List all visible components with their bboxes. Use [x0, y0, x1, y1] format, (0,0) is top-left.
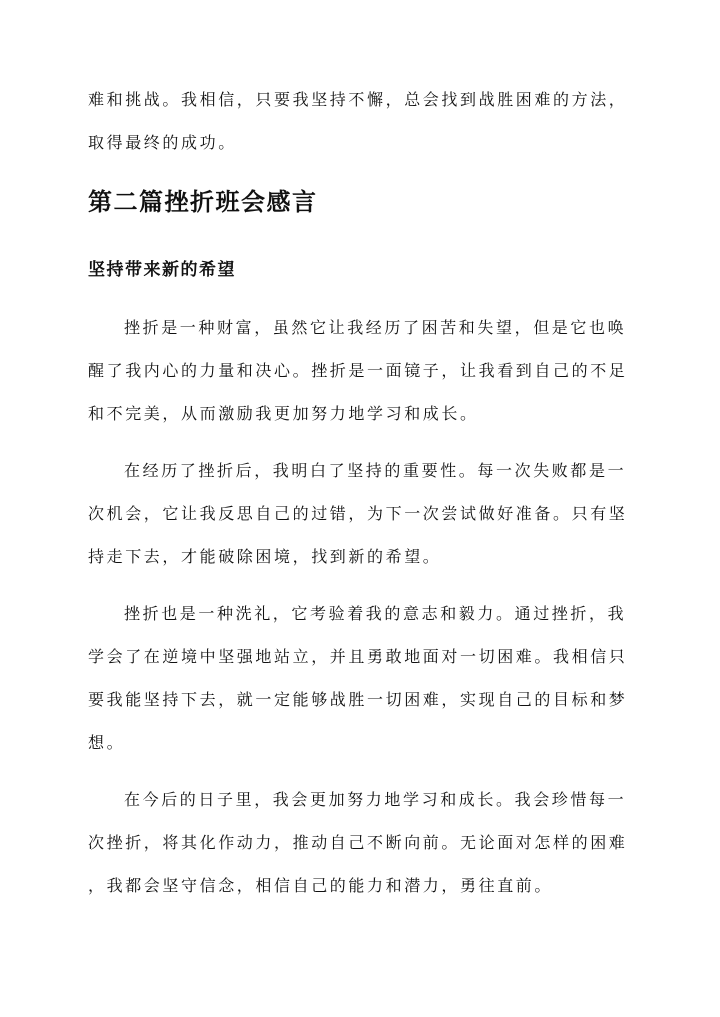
paragraph-line: 次挫折，将其化作动力，推动自己不断向前。无论面对怎样的困难: [88, 833, 628, 852]
paragraph-line: 次机会，它让我反思自己的过错，为下一次尝试做好准备。只有坚: [88, 504, 628, 523]
paragraph-line: 挫折也是一种洗礼，它考验着我的意志和毅力。通过挫折，我: [124, 604, 627, 623]
intro-line: 难和挑战。我相信，只要我坚持不懈，总会找到战胜困难的方法，: [88, 90, 628, 109]
paragraph-line: 挫折是一种财富，虽然它让我经历了困苦和失望，但是它也唤: [124, 318, 627, 337]
section-title: 第二篇挫折班会感言: [88, 187, 318, 216]
section-subtitle: 坚持带来新的希望: [88, 260, 236, 280]
paragraph-line: 学会了在逆境中坚强地站立，并且勇敢地面对一切困难。我相信只: [88, 647, 628, 666]
paragraph-line: ，我都会坚守信念，相信自己的能力和潜力，勇往直前。: [88, 876, 554, 895]
paragraph-line: 和不完美，从而激励我更加努力地学习和成长。: [88, 404, 479, 423]
intro-line: 取得最终的成功。: [88, 133, 237, 152]
paragraph-line: 醒了我内心的力量和决心。挫折是一面镜子，让我看到自己的不足: [88, 361, 628, 380]
paragraph-line: 要我能坚持下去，就一定能够战胜一切困难，实现自己的目标和梦: [88, 690, 628, 709]
paragraph-line: 想。: [88, 733, 126, 752]
paragraph-line: 持走下去，才能破除困境，找到新的希望。: [88, 547, 442, 566]
paragraph-line: 在今后的日子里，我会更加努力地学习和成长。我会珍惜每一: [124, 790, 627, 809]
paragraph-line: 在经历了挫折后，我明白了坚持的重要性。每一次失败都是一: [124, 461, 627, 480]
